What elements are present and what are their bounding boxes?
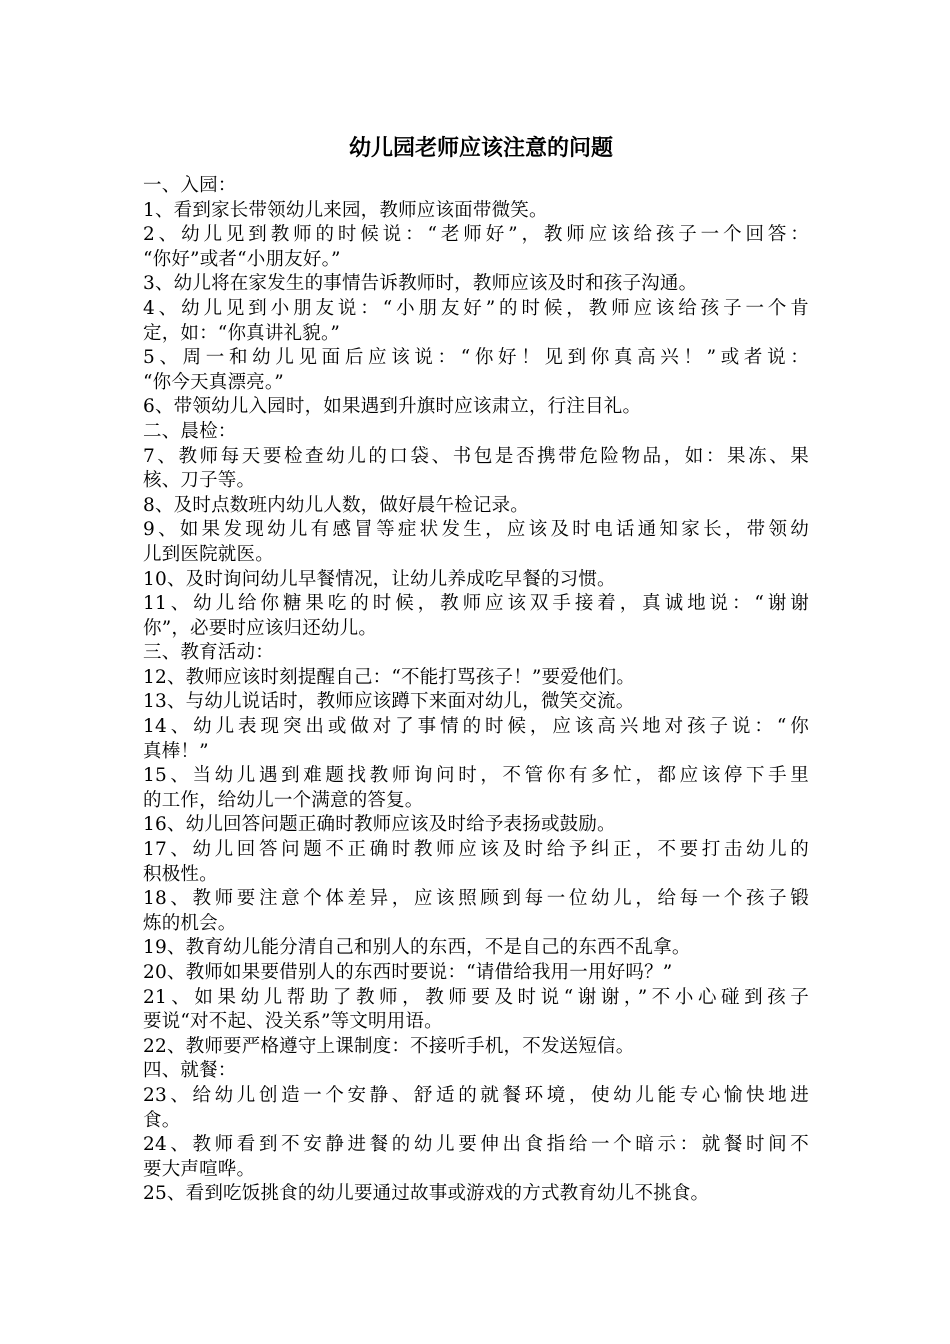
text-line: 定，如：“你真讲礼貌。” <box>143 322 341 344</box>
text-line: 18、教师要注意个体差异，应该照顾到每一位幼儿，给每一个孩子锻 <box>143 888 809 910</box>
text-line: “你今天真漂亮。” <box>143 371 284 393</box>
text-line: 食。 <box>143 1109 181 1131</box>
document-page <box>143 134 809 1207</box>
text-line: 13、与幼儿说话时，教师应该蹲下来面对幼儿，微笑交流。 <box>143 691 635 713</box>
text-line: 19、教育幼儿能分清自己和别人的东西，不是自己的东西不乱拿。 <box>143 937 691 959</box>
document-body <box>143 174 809 1207</box>
text-line: “你好”或者“小朋友好。” <box>143 248 341 270</box>
text-line: 14、幼儿表现突出或做对了事情的时候，应该高兴地对孩子说：“你 <box>143 716 809 738</box>
text-line: 23、给幼儿创造一个安静、舒适的就餐环境，使幼儿能专心愉快地进 <box>143 1084 809 1106</box>
text-line: 17、幼儿回答问题不正确时教师应该及时给予纠正，不要打击幼儿的 <box>143 839 809 861</box>
text-line: 12、教师应该时刻提醒自己：“不能打骂孩子！”要爱他们。 <box>143 666 636 688</box>
document-title: 幼儿园老师应该注意的问题 <box>348 136 613 161</box>
text-line: 2、幼儿见到教师的时候说：“老师好”，教师应该给孩子一个回答： <box>143 224 809 246</box>
text-line: 一、入园： <box>143 175 237 196</box>
text-line: 儿到医院就医。 <box>143 543 274 565</box>
text-line: 5、周一和幼儿见面后应该说：“你好！见到你真高兴！”或者说： <box>143 347 809 369</box>
text-line: 7、教师每天要检查幼儿的口袋、书包是否携带危险物品，如：果冻、果 <box>143 445 809 467</box>
text-line: 积极性。 <box>143 863 218 885</box>
section-heading: 三、教育活动： <box>143 642 274 664</box>
text-line: 炼的机会。 <box>143 912 237 934</box>
text-line: 24、教师看到不安静进餐的幼儿要伸出食指给一个暗示：就餐时间不 <box>143 1134 809 1156</box>
text-line: 6、带领幼儿入园时，如果遇到升旗时应该肃立，行注目礼。 <box>143 396 642 418</box>
text-line: 的工作，给幼儿一个满意的答复。 <box>143 789 424 811</box>
text-line: 11、幼儿给你糖果吃的时候，教师应该双手接着，真诚地说：“谢谢 <box>143 593 809 615</box>
text-line: 16、幼儿回答问题正确时教师应该及时给予表扬或鼓励。 <box>143 814 616 836</box>
text-line: 3、幼儿将在家发生的事情告诉教师时，教师应该及时和孩子沟通。 <box>143 273 698 295</box>
text-line: 真棒！” <box>143 740 209 762</box>
section-heading: 二、晨检： <box>143 420 237 442</box>
text-line: 15、当幼儿遇到难题找教师询问时，不管你有多忙，都应该停下手里 <box>143 765 809 787</box>
text-line: 你”，必要时应该归还幼儿。 <box>143 617 378 639</box>
text-line: 25、看到吃饭挑食的幼儿要通过故事或游戏的方式教育幼儿不挑食。 <box>143 1183 710 1205</box>
text-line: 21、如果幼儿帮助了教师，教师要及时说“谢谢，”不小心碰到孩子 <box>143 986 809 1008</box>
text-line: 9、如果发现幼儿有感冒等症状发生，应该及时电话通知家长，带领幼 <box>143 519 809 541</box>
text-line: 核、刀子等。 <box>143 470 256 492</box>
text-line: 20、教师如果要借别人的东西时要说：“请借给我用一用好吗？” <box>143 962 673 983</box>
text-line: 10、及时询问幼儿早餐情况，让幼儿养成吃早餐的习惯。 <box>143 568 616 590</box>
text-line: 要大声喧哗。 <box>143 1158 256 1180</box>
text-line: 1、看到家长带领幼儿来园，教师应该面带微笑。 <box>143 199 548 221</box>
section-heading: 四、就餐： <box>143 1060 237 1082</box>
text-line: 22、教师要严格遵守上课制度：不接听手机，不发送短信。 <box>143 1035 635 1057</box>
text-line: 4、幼儿见到小朋友说：“小朋友好”的时候，教师应该给孩子一个肯 <box>143 297 809 319</box>
text-line: 要说“对不起、没关系”等文明用语。 <box>143 1011 443 1033</box>
text-line: 8、及时点数班内幼儿人数，做好晨午检记录。 <box>143 494 529 516</box>
